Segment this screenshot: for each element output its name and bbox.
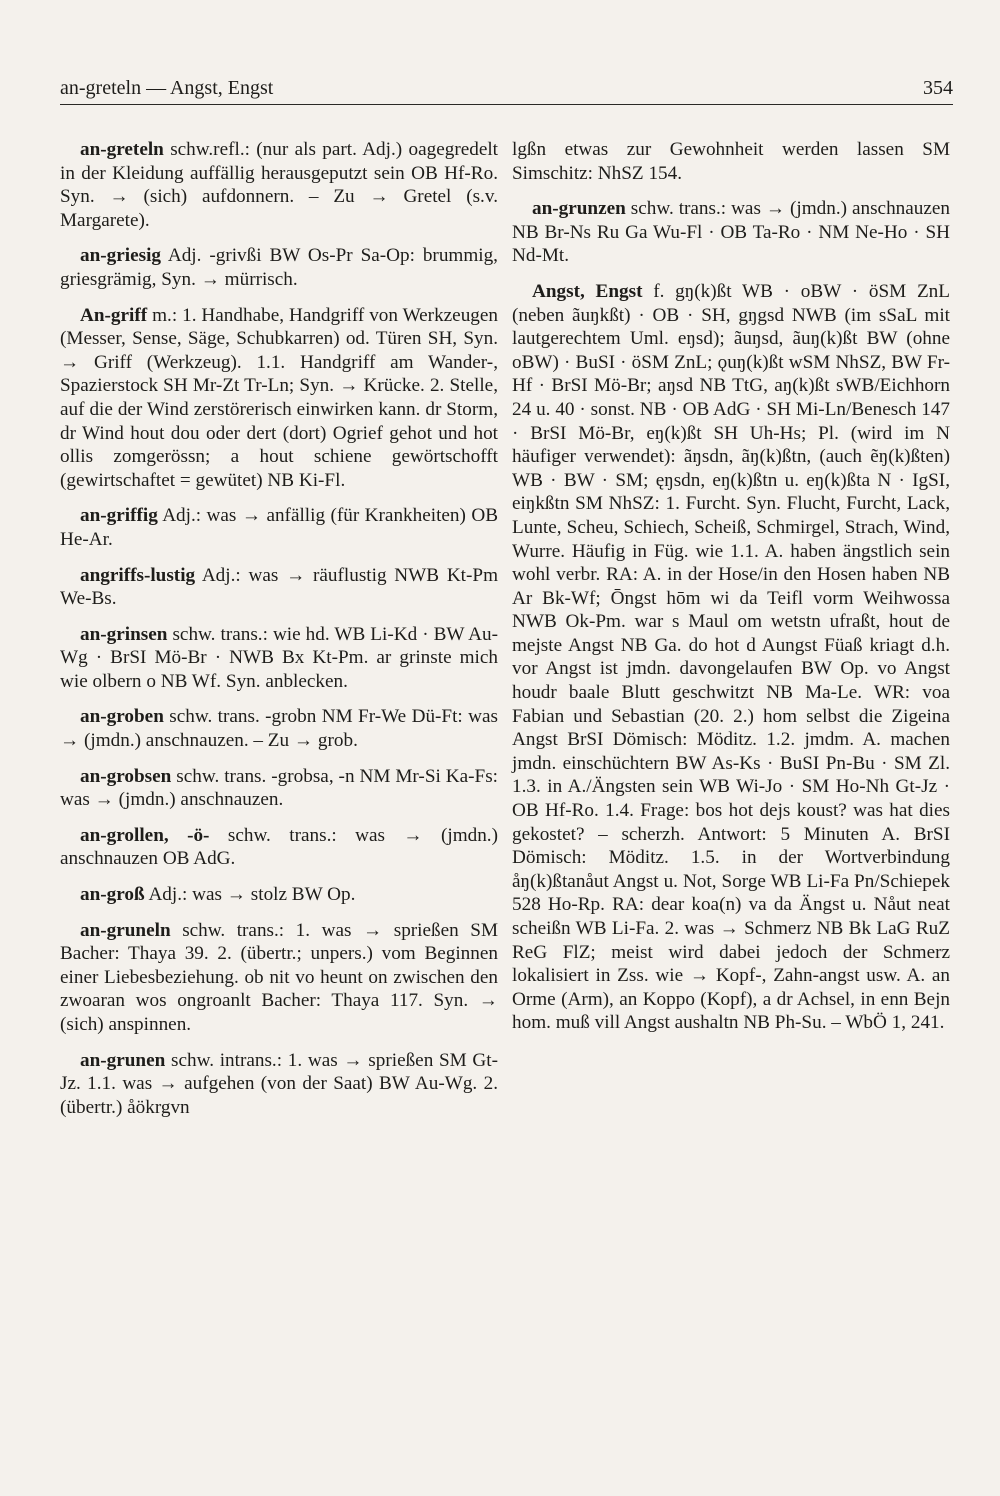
entry-headword: an-gruneln <box>80 919 171 941</box>
dictionary-entry <box>60 705 498 752</box>
entry-body: schw. trans.: was → (jmdn.) anschnauzen OB AdG. <box>60 824 498 870</box>
dictionary-entry <box>60 304 498 493</box>
dictionary-entry <box>60 765 498 812</box>
dictionary-entry <box>512 138 950 185</box>
entry-headword: an-griesig <box>80 245 162 267</box>
entry-body: schw. trans.: wie hd. WB Li-Kd · BW Au-Wg · BrSI Mö-Br · NWB Bx Kt-Pm. ar grinste mich wie olbern o NB Wf. Syn. anblecken. <box>60 623 499 692</box>
entry-headword: An-griff <box>80 304 148 326</box>
entry-body: Adj.: was → stolz BW Op. <box>148 884 356 906</box>
entry-headword: an-grinsen <box>80 623 168 645</box>
dictionary-entry <box>512 197 950 268</box>
dictionary-entry <box>60 824 498 871</box>
dictionary-entry <box>60 564 498 611</box>
entry-body: f. gŋ(k)ßt WB · oBW · öSM ZnL (neben ãuŋkßt) · OB · SH, gŋgsd NWB (im sSaL mit lautgerechtem Uml. eŋsd); ãuŋsd, ãuŋ(k)ßt BW (ohne oBW) · BuSI · öSM ZnL; ǫuŋ(k)ßt wSM NhSZ, BW Fr-Hf · BrSI Mö-Br; aŋsd NB TtG, aŋ(k)ßt sWB/Eichhorn 24 u. 40 · sonst. NB · OB AdG · SH Mi-Ln/Benesch 147 · BrSI Mö-Br, eŋ(k)ßt SH Uh-Hs; Pl. (wird im N häufiger verwendet): ãŋsdn, ãŋ(k)ßtn, (auch ẽŋ(k)ßten) WB · BW · SM; ęŋsdn, eŋ(k)ßtn u. eŋ(k)ßta N · IgSI, eiŋkßtn SM NhSZ: 1. Furcht. Syn. Flucht, Furcht, Lack, Lunte, Scheu, Schiech, Scheiß, Schmirgel, Strach, Wind, Wurre. Häufig in Füg. wie 1.1. A. haben ängstlich sein wohl verbr. RA: A. in der Hose/in den Hosen haben NB Ar Bk-Wf; Ōngst hōm wi da Teifl vorm Weihwossa NWB Ok-Pm. war s Maul om wetstn ufraßt, hout de mejste Angst NB Ga. do hot d Aungst Füaß kriagt d.h. vor Angst ist jmdn. davongelaufen BW Op. vo Angst houdr baale Blutt geschwitzt NB Ma-Le. WR: voa Fabian und Sebastian (20. 2.) hom selbst die Zigeina Angst BrSI Dömisch: Möditz. 1.2. jmdm. A. machen jmdn. einschüchtern BW As-Ks · BuSI Pn-Bu · SM Zl. 1.3. in A./Ängsten sein WB Wi-Jo · SM Ho-Nh Gt-Jz · OB Hf-Ro. 1.4. Frage: bos hot dejs koust? was hat dies gekostet? – scherzh. Antwort: 5 Minuten A. BrSI Dömisch: Möditz. 1.5. in der Wortverbindung åŋ(k)ßtanåut Angst u. Not, Sorge WB Li-Fa Pn/Schiepek 528 Ho-Rp. RA: dear koa(n) va da Ängst u. Nåut neat scheißn WB Li-Fa. 2. was → Schmerz NB Bk LaG RuZ ReG FlZ; meist wird dabei jedoch der Schmerz lokalisiert in Zss. wie → Kopf-, Zahn-angst usw. A. an Orme (Arm), an Koppo (Kopf), a dr Achsel, in enn Bejn hom. muß vill Angst aushaltn NB Ph-Su. – WbÖ 1, 241. <box>512 280 950 1034</box>
entry-headword: an-griffig <box>80 505 158 527</box>
entry-body: m.: 1. Handhabe, Handgriff von Werkzeugen (Messer, Sense, Säge, Schubkarren) od. Türen SH, Syn. → Griff (Werkzeug). 1.1. Handgriff am Wander-, Spazierstock SH Mr-Zt Tr-Ln; Syn. → Krücke. 2. Stelle, auf die der Wind zerstörerisch einwirken kann. dr Storm, dr Wind hout dou oder dert (dort) Ogrief gehot und hot ollis zomgerössn; a hout schiene gewörtschofft (gewirtschaftet = gewütet) NB Ki-Fl. <box>60 304 498 491</box>
entry-body: schw. trans.: was → (jmdn.) anschnauzen NB Br-Ns Ru Ga Wu-Fl · OB Ta-Ro · NM Ne-Ho · SH Nd-Mt. <box>512 198 950 267</box>
entry-headword: an-grunzen <box>532 198 626 220</box>
running-header <box>60 74 953 105</box>
entry-body: schw. intrans.: 1. was → sprießen SM Gt-Jz. 1.1. was → aufgehen (von der Saat) BW Au-Wg. 2. (übertr.) åökrgvn <box>60 1049 499 1118</box>
dictionary-entry <box>60 1049 498 1120</box>
entry-body: Adj.: was → anfällig (für Krankheiten) OB He-Ar. <box>60 505 498 550</box>
dictionary-entry <box>60 623 498 694</box>
dictionary-entry <box>60 883 498 907</box>
entry-headword: angriffs-lustig <box>80 564 196 586</box>
entry-headword: an-grobsen <box>80 765 172 787</box>
dictionary-entry <box>60 919 498 1037</box>
header-title: an-greteln — Angst, Engst <box>60 77 274 99</box>
entry-headword: an-greteln <box>80 139 164 160</box>
entry-body: Adj.: was → räuflustig NWB Kt-Pm We-Bs. <box>60 564 498 610</box>
dictionary-entry <box>512 280 950 1035</box>
right-column <box>512 138 950 1047</box>
dictionary-entry <box>60 244 498 291</box>
entry-body: schw.refl.: (nur als part. Adj.) oagegredelt in der Kleidung auffällig herausgeputzt sein OB Hf-Ro. Syn. → (sich) aufdonnern. – Zu → Gretel (s.v. Margarete). <box>60 139 499 231</box>
left-column <box>60 138 498 1131</box>
page-number: 354 <box>923 77 953 99</box>
entry-headword: an-grunen <box>80 1049 166 1071</box>
entry-headword: Angst, Engst <box>532 280 643 302</box>
entry-body: lgßn etwas zur Gewohnheit werden lassen SM Simschitz: NhSZ 154. <box>512 139 950 184</box>
entry-body: Adj. -grivßi BW Os-Pr Sa-Op: brummig, griesgrämig, Syn. → mürrisch. <box>60 245 498 290</box>
entry-body: schw. trans. -grobn NM Fr-We Dü-Ft: was → (jmdn.) anschnauzen. – Zu → grob. <box>60 706 498 752</box>
entry-headword: an-groben <box>80 706 164 728</box>
entry-body: schw. trans. -grobsa, -n NM Mr-Si Ka-Fs: was → (jmdn.) anschnauzen. <box>60 765 498 811</box>
entry-headword: an-groß <box>80 884 145 906</box>
dictionary-entry <box>60 138 498 232</box>
entry-headword: an-grollen, -ö- <box>80 824 210 846</box>
dictionary-entry <box>60 504 498 551</box>
entry-body: schw. trans.: 1. was → sprießen SM Bacher: Thaya 39. 2. (übertr.; unpers.) vom Beginnen einer Liebesbeziehung. ob nit vo heunt on zwischen den zwoaran wos ongroanlt Bacher: Thaya 117. Syn. → (sich) anspinnen. <box>60 919 499 1035</box>
